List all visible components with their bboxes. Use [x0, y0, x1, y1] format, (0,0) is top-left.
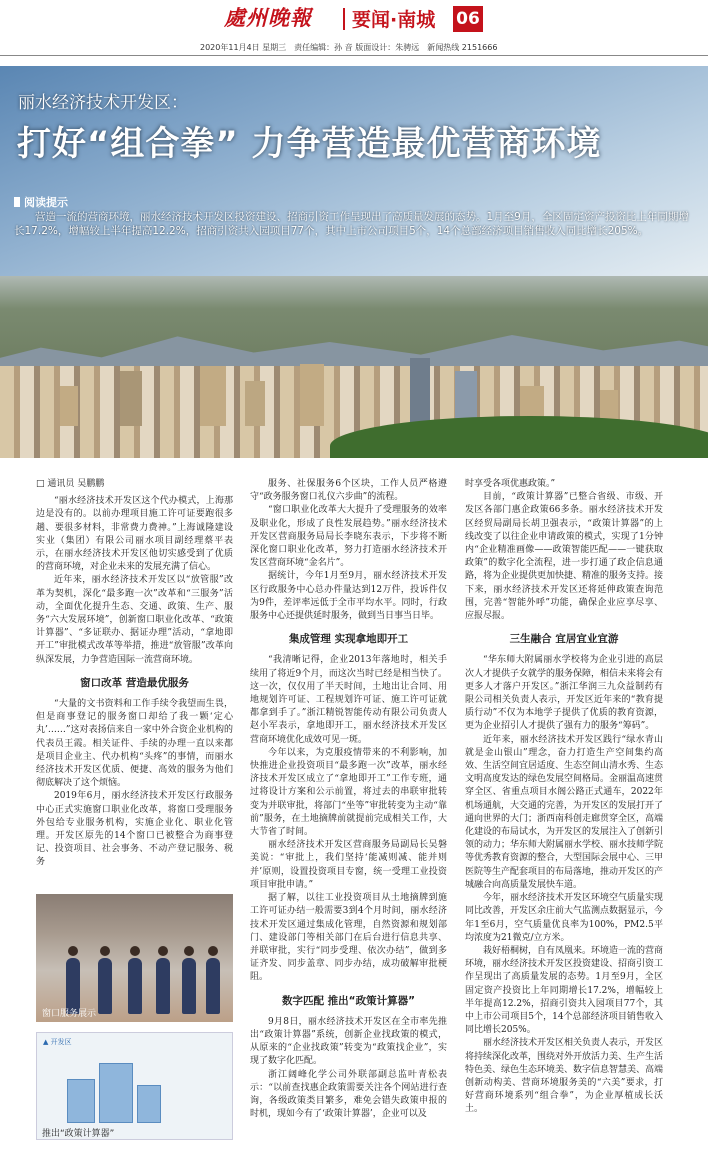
subheading: 集成管理 实现拿地即开工	[288, 633, 409, 646]
paragraph: 据了解，以往工业投资项目从土地摘牌到施工许可证办结一般需要3到4个月时间，丽水经济技术开发区通过集成化管理，自然资源和规划部门、建设部门等相关部门在后台进行信息共享、并联审批，实行“同步受理、依次办结”，做到多证齐发、同步盖章、同步办结，成功破解审批梗阻。	[250, 893, 447, 983]
subheading: 窗口改革 营造最优服务	[80, 676, 189, 689]
paragraph: 目前，“政策计算器”已整合省级、市级、开发区各部门惠企政策66多条。丽水经济技术开发区经贸局副局长胡卫强表示，“政策计算器”的上线改变了以往企业申请政策的模式，实现了1分钟内“企业精准画像——政策智能匹配——一键获取政策”的数字化全流程，进一步打通了政企信息通路，将为企业提供更加快捷、精准的服务支持。接下来，丽水经济技术开发区还将延伸政策查询范围，完善“智能外呼”功能，确保企业应享尽享、应报尽报。	[465, 492, 664, 622]
paragraph: 近年来，丽水经济技术开发区践行“绿水青山就是金山银山”理念，奋力打造生产空间集约高效、生活空间宜居适度、生态空间山清水秀、生态文明高度发达的绿色发展空间格局。金丽温高速贯穿全区、省重点项目水阁公路正式通车，2022年机场通航，大交通的完善，为开发区的发展打开了通向世界的大门；浙西南科创走廊贯穿全区，高端化建设的布局试水，为开发区的发展注入了创新引领的动力；华东师大附属丽水学校、丽水技师学院等优秀教育资源的整合，大型国际会展中心、三甲医院等生产配套项目的布局落地，推动开发区的产城融合向高质量发展快车道。	[465, 734, 664, 890]
paragraph: 据统计，今年1月至9月，丽水经济技术开发区行政服务中心总办件量达到12万件，投诉件仅为9件，差评率远低于全市平均水平。同时，行政服务中心还提供延时服务，做到当日事当日毕。	[250, 571, 447, 622]
subheading: 数字匹配 推出“政策计算器”	[282, 994, 415, 1007]
masthead-divider	[343, 8, 345, 30]
paragraph: 今年以来，为克服疫情带来的不利影响，加快推进企业投资项目“最多跑一次”改革，丽水经济技术开发区成立了“拿地即开工”工作专班，通过将设计方案和公示前置，将过去的串联审批转变为并联审批，将部门“坐等”审批转变为主动“靠前”服务，在土地摘牌前就提前完成相关工作，大大节省了时间。	[250, 747, 447, 838]
paragraph: 9月8日，丽水经济技术开发区在全市率先推出“政策计算器”系统，创新企业找政策的模式，从原来的“企业找政策”转变为“政策找企业”，实现了数字化匹配。	[250, 1016, 447, 1067]
masthead	[0, 0, 708, 40]
column-2	[250, 478, 447, 1121]
paragraph: 丽水经济技术开发区营商服务局副局长吴磐美说：“审批上，我们坚持‘能减则减、能并则并’原则，设置投资项目专窗，统一受理工业投资项目审批申请。”	[250, 840, 447, 890]
paragraph: 丽水经济技术开发区相关负责人表示，开发区将持续深化改革，围绕对外开放活力美、生产生活特色美、绿色生态环境美、数字信息智慧美、高端创新动构美、营商环境服务美的“六美”要求，打好营商环境系列“组合拳”，为企业厚植成长沃土。	[465, 1038, 664, 1115]
byline: □ 通讯员 吴鹏鹏	[36, 478, 233, 491]
newspaper-title: 處州晚報	[224, 5, 312, 30]
paragraph: “华东师大附属丽水学校将为企业引进的高层次人才提供子女就学的服务保障，相信未来将会有更多人才落户开发区。”浙江华润三九众益制药有限公司相关负责人表示，开发区近年来的“教育提质行动”不仅为本地学子提供了优质的教育资源，更为企业招引人才提供了强有力的服务“筹码”。	[465, 655, 664, 732]
paragraph: 浙江阔峰化学公司外联部副总监叶青松表示：“以前查找惠企政策需要关注各个网站进行查询，各级政策类目繁多，难免会错失政策申报的时机，现如今有了‘政策计算器’，企业可以及	[250, 1069, 447, 1120]
headline: 打好“组合拳” 力争营造最优营商环境	[17, 124, 602, 164]
paragraph: 2019年6月，丽水经济技术开发区行政服务中心正式实施窗口职业化改革，将窗口受理服务外包给专业服务机构，实施企业化、职业化管理。开发区原先的14个窗口已被整合为商事登记、投资项目、社会事务、不动产登记服务、税务	[36, 791, 233, 868]
photo-caption: 窗口服务展示	[42, 1009, 97, 1019]
subheading: 三生融合 宜居宜业宜游	[509, 633, 619, 646]
paragraph: 近年来，丽水经济技术开发区以“放管服”改革为契机，深化“最多跑一次”改革和“三服务”活动，全面优化提升生态、交通、政策、生产、服务“六大发展环境”，创新窗口职业化改革、“政策计算器”、“多证联办、据证办理”活动，“拿地即开工”审批模式改革等举措，推进“放管服”改革向纵深发展，力争营造国际一流营商环境。	[36, 575, 233, 665]
kicker: 丽水经济技术开发区：	[18, 93, 188, 113]
paragraph: 今年，丽水经济技术开发区环境空气质量实现同比改善，开发区余庄前大气监测点数据显示，今年1至6月，空气质量优良率为100%，PM2.5平均浓度为21微克/立方米。	[465, 893, 664, 943]
paragraph: 栽好梧桐树，自有凤凰来。环境造一流的营商环境，丽水经济技术开发区投资建设、招商引资工作呈现出了高质量发展的态势。1月至9月，全区固定资产投资比上年同期增长17.2%，增幅较上半年提高12.2%，招商引资共入园项目77个，其中上市公司项目5个，14个总部经济项目销售收入同比增长205%。	[465, 945, 664, 1036]
graphic-caption: 推出“政策计算器”	[42, 1129, 115, 1139]
paragraph: 时享受各项优惠政策。”	[465, 479, 556, 489]
service-window-photo	[36, 894, 233, 1022]
policy-calculator-graphic	[36, 1032, 233, 1140]
header-rule	[0, 55, 708, 56]
column-1	[36, 478, 233, 870]
paragraph: 服务、社保服务6个区块，工作人员严格遵守“政务服务窗口礼仪六步曲”的流程。	[250, 479, 447, 503]
paragraph: “我清晰记得，企业2013年落地时，相关手续用了将近9个月，而这次当时已经是相当快了。这一次，仅仅用了半天时间，土地出让合同、用地规划许可证、工程规划许可证、施工许可证就都拿到手了。”浙江精锐智能传动有限公司负责人赵小军表示，拿地即开工，丽水经济技术开发区营商环境优化成效可见一斑。	[250, 655, 447, 745]
paragraph: “丽水经济技术开发区这个代办模式，上海那边是没有的。以前办理项目施工许可证要跑很多趟、要很多材料，非常费力费神。”上海诚隆建设实业（集团）有限公司丽水项目副经理蔡平表示，在丽水经济技术开发区他切实感受到了优质的营商环境，对企业未来的发展充满了信心。	[36, 496, 233, 573]
column-3	[465, 478, 663, 1117]
section-title: 要闻·南城	[352, 9, 436, 31]
lead-paragraph: 营造一流的营商环境，丽水经济技术开发区投资建设、招商引资工作呈现出了高质量发展的态势。1月至9月，全区固定资产投资比上年同期增长17.2%，增幅较上半年提高12.2%，招商引资共入园项目77个，其中上市公司项目5个，14个总部经济项目销售收入同比增长205%。	[14, 211, 689, 237]
logo-icon: ▲ 开发区	[43, 1038, 72, 1046]
hero-towers	[0, 356, 708, 426]
read-label: 阅读提示	[14, 194, 68, 210]
paragraph: “窗口职业化改革大大提升了受理服务的效率及职业化，形成了良性发展趋势。”丽水经济技术开发区营商服务局局长李晓东表示，下步将不断深化窗口职业化改革，努力打造丽水经济技术开发区营商环境“金名片”。	[250, 505, 447, 569]
paragraph: “大量的文书资料和工作手续令我望而生畏，但是商事登记的服务窗口却给了我一颗‘定心丸’……”这对表扬信来自一家中外合资企业机构的代表员王霞。相关证件、手续的办理一直以来都是项目企业主、代办机构“头疼”的事情，而丽水经济技术开发区优质、便捷、高效的服务为他们彻底解决了这个烦恼。	[36, 699, 233, 789]
info-bar: 2020年11月4日 星期三 责任编辑：孙 音 版面设计：朱骋远 新闻热线 2151666	[200, 43, 498, 52]
page-number: 06	[453, 6, 483, 32]
